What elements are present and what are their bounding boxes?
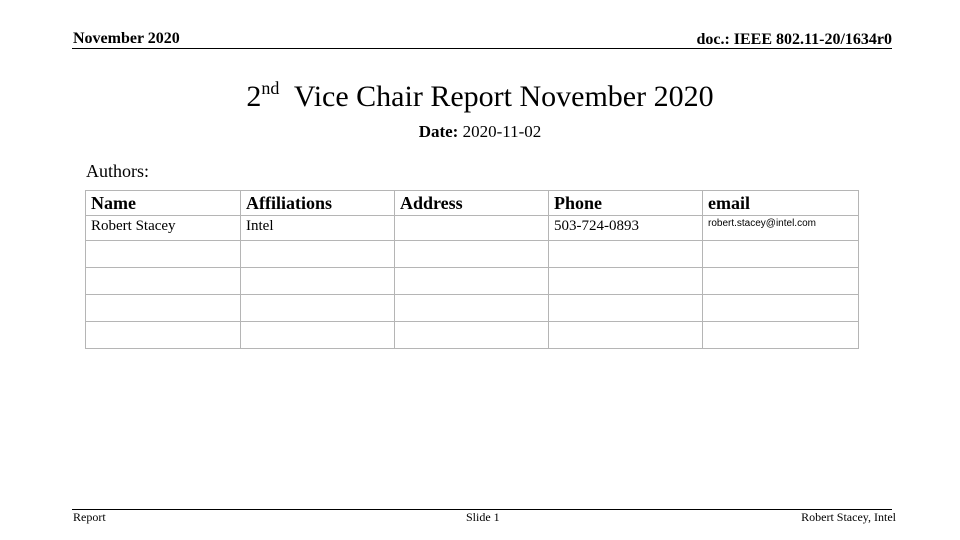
author-phone: 503-724-0893 <box>549 216 703 241</box>
author-name <box>86 295 241 322</box>
author-email: robert.stacey@intel.com <box>703 216 859 241</box>
column-header-name: Name <box>86 191 241 216</box>
author-address <box>395 241 549 268</box>
author-name <box>86 268 241 295</box>
column-header-affiliations: Affiliations <box>241 191 395 216</box>
slide-title <box>0 80 960 114</box>
author-email <box>703 295 859 322</box>
author-phone <box>549 268 703 295</box>
date-line <box>0 122 960 142</box>
author-address <box>395 322 549 349</box>
date-value: 2020-11-02 <box>462 122 542 141</box>
author-affiliation <box>241 268 395 295</box>
author-address <box>395 268 549 295</box>
title-ordinal-suffix: nd <box>261 78 280 98</box>
footer-author: Robert Stacey, Intel <box>801 510 896 524</box>
author-email <box>703 268 859 295</box>
header-divider <box>72 48 892 49</box>
author-affiliation <box>241 322 395 349</box>
author-address <box>395 216 549 241</box>
author-affiliation <box>241 241 395 268</box>
author-name <box>86 322 241 349</box>
author-name: Robert Stacey <box>86 216 241 241</box>
column-header-phone: Phone <box>549 191 703 216</box>
author-email <box>703 322 859 349</box>
footer-left-text: Report <box>73 510 106 524</box>
table-row <box>86 295 859 322</box>
title-text: Vice Chair Report November 2020 <box>293 80 714 113</box>
author-phone <box>549 322 703 349</box>
column-header-email: email <box>703 191 859 216</box>
author-phone <box>549 241 703 268</box>
table-row <box>86 241 859 268</box>
table-row <box>86 268 859 295</box>
author-address <box>395 295 549 322</box>
authors-table <box>85 190 859 349</box>
header-doc-id: doc.: IEEE 802.11-20/1634r0 <box>696 31 892 48</box>
author-name <box>86 241 241 268</box>
title-ordinal-number: 2 <box>246 80 262 113</box>
slide-number: Slide 1 <box>466 510 500 524</box>
author-affiliation: Intel <box>241 216 395 241</box>
table-header-row <box>86 191 859 216</box>
header-date: November 2020 <box>73 30 180 47</box>
author-affiliation <box>241 295 395 322</box>
table-row <box>86 322 859 349</box>
authors-label: Authors: <box>86 161 149 181</box>
author-email <box>703 241 859 268</box>
column-header-address: Address <box>395 191 549 216</box>
table-row <box>86 216 859 241</box>
date-label: Date: <box>418 122 459 141</box>
author-phone <box>549 295 703 322</box>
